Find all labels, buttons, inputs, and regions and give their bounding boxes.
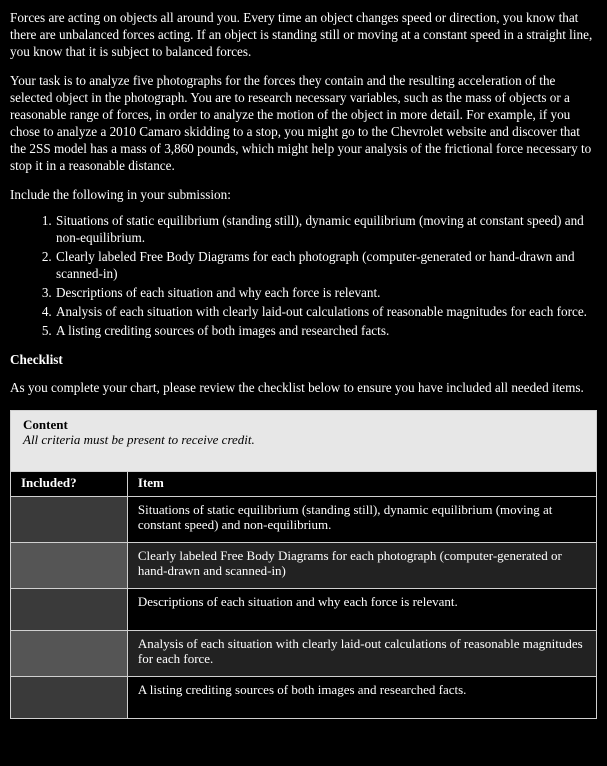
requirement-item: 5. A listing crediting sources of both images and researched facts.	[55, 322, 598, 339]
content-header-row	[11, 411, 597, 472]
requirements-list	[10, 212, 598, 339]
table-row	[11, 589, 597, 631]
requirement-item: 2. Clearly labeled Free Body Diagrams for each photograph (computer-generated or hand-drawn and scanned-in)	[55, 248, 598, 282]
checklist-item-text: Clearly labeled Free Body Diagrams for each photograph (computer-generated or hand-drawn and scanned-in)	[127, 543, 596, 589]
included-column-header: Included?	[11, 472, 128, 497]
intro-paragraph-3: Include the following in your submission:	[10, 187, 231, 202]
content-header-cell	[11, 411, 597, 472]
checklist-table	[10, 410, 597, 719]
content-subtitle: All criteria must be present to receive credit.	[23, 432, 255, 447]
requirement-item: 1. Situations of static equilibrium (standing still), dynamic equilibrium (moving at constant speed) and non-equilibrium.	[55, 212, 598, 246]
requirement-item: 3. Descriptions of each situation and why each force is relevant.	[55, 284, 598, 301]
intro-paragraph-2: Your task is to analyze five photographs for the forces they contain and the resulting acceleration of the selected object in the photograph. You are to research necessary variables, such as the mass of objects or a reasonable range of forces, in order to analyze the motion of the object in more detail. For example, if you chose to analyze a 2010 Camaro skidding to a stop, you might go to the Chevrolet website and discover that the 2SS model has a mass of 3,860 pounds, which might help your analysis of the frictional force necessary to stop it in a reasonable distance.	[10, 73, 592, 173]
content-title: Content	[23, 417, 68, 432]
checklist-heading: Checklist	[10, 352, 63, 367]
item-column-header: Item	[127, 472, 596, 497]
assignment-document	[10, 9, 598, 719]
checklist-item-text: Descriptions of each situation and why each force is relevant.	[127, 589, 596, 631]
intro-paragraph-1: Forces are acting on objects all around you. Every time an object changes speed or direction, you know that there are unbalanced forces acting. If an object is standing still or moving at a constant speed in a straight line, you know that it is subject to balanced forces.	[10, 10, 593, 59]
included-checkbox-cell[interactable]	[11, 631, 128, 677]
checklist-item-text: Situations of static equilibrium (standing still), dynamic equilibrium (moving at constant speed) and non-equilibrium.	[127, 497, 596, 543]
checklist-item-text: A listing crediting sources of both images and researched facts.	[127, 677, 596, 719]
included-checkbox-cell[interactable]	[11, 677, 128, 719]
included-checkbox-cell[interactable]	[11, 497, 128, 543]
table-row	[11, 543, 597, 589]
included-checkbox-cell[interactable]	[11, 543, 128, 589]
table-row	[11, 677, 597, 719]
column-header-row	[11, 472, 597, 497]
table-row	[11, 631, 597, 677]
checklist-intro: As you complete your chart, please review the checklist below to ensure you have included all needed items.	[10, 380, 584, 395]
table-row	[11, 497, 597, 543]
included-checkbox-cell[interactable]	[11, 589, 128, 631]
checklist-item-text: Analysis of each situation with clearly laid-out calculations of reasonable magnitudes for each force.	[127, 631, 596, 677]
requirement-item: 4. Analysis of each situation with clearly laid-out calculations of reasonable magnitudes for each force.	[55, 303, 598, 320]
